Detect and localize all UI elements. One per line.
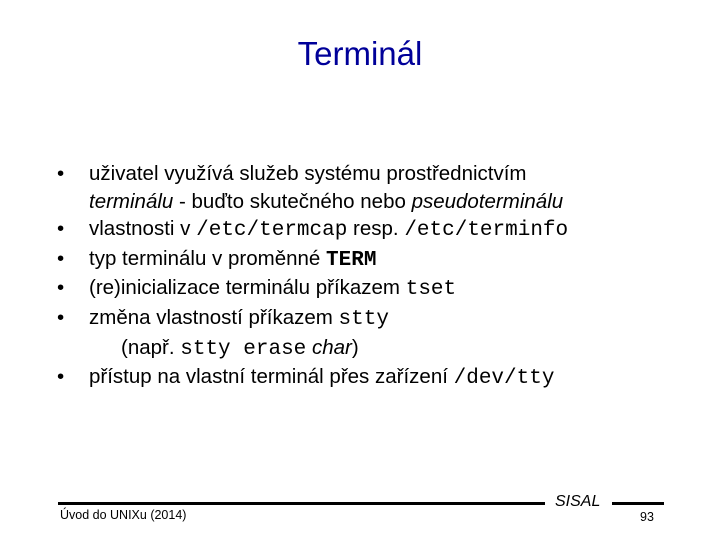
- item-italic: char: [311, 335, 352, 359]
- item-text: (re)inicializace terminálu příkazem: [89, 276, 406, 300]
- item-code: TERM: [326, 248, 377, 272]
- item-text: uživatel využívá služeb systému prostřednictvím: [89, 162, 527, 185]
- item-indent: [89, 336, 359, 359]
- list-item: [57, 215, 697, 245]
- list-item: [57, 160, 697, 215]
- item-italic: terminálu: [89, 189, 174, 213]
- footer-divider-right: [612, 502, 664, 505]
- item-code: tset: [405, 278, 457, 302]
- item-code: stty erase: [180, 337, 307, 361]
- bullet-icon: •: [57, 276, 65, 300]
- item-text: ): [351, 335, 359, 359]
- bullet-icon: •: [57, 246, 65, 270]
- item-text: - buďto skutečného nebo: [173, 189, 412, 213]
- list-item: [57, 363, 697, 393]
- item-text: typ terminálu v proměnné: [89, 246, 327, 270]
- bullet-icon: •: [57, 365, 65, 389]
- item-code: stty: [338, 307, 389, 331]
- item-text: přístup na vlastní terminál přes zařízení: [89, 365, 454, 389]
- item-text: resp.: [347, 217, 405, 241]
- slide-title: Terminál: [297, 35, 423, 72]
- bullet-icon: •: [57, 162, 65, 185]
- footer-divider-left: [58, 502, 545, 505]
- item-code: /etc/termcap: [196, 219, 348, 243]
- list-item: [57, 245, 697, 275]
- list-item: [57, 274, 697, 304]
- item-text: změna vlastností příkazem: [89, 305, 339, 329]
- footer-course: Úvod do UNIXu (2014): [60, 508, 187, 522]
- bullet-list: [57, 160, 697, 393]
- page-number: 93: [640, 510, 654, 524]
- item-text: (např.: [121, 335, 181, 359]
- item-code: /dev/tty: [453, 367, 555, 391]
- bullet-icon: •: [57, 305, 65, 329]
- item-code: /etc/terminfo: [404, 219, 569, 243]
- bullet-icon: •: [57, 217, 65, 241]
- footer-logo-text: SISAL: [555, 493, 601, 510]
- item-italic: pseudoterminálu: [411, 189, 564, 213]
- item-text: vlastnosti v: [89, 217, 197, 241]
- list-item: [57, 304, 697, 363]
